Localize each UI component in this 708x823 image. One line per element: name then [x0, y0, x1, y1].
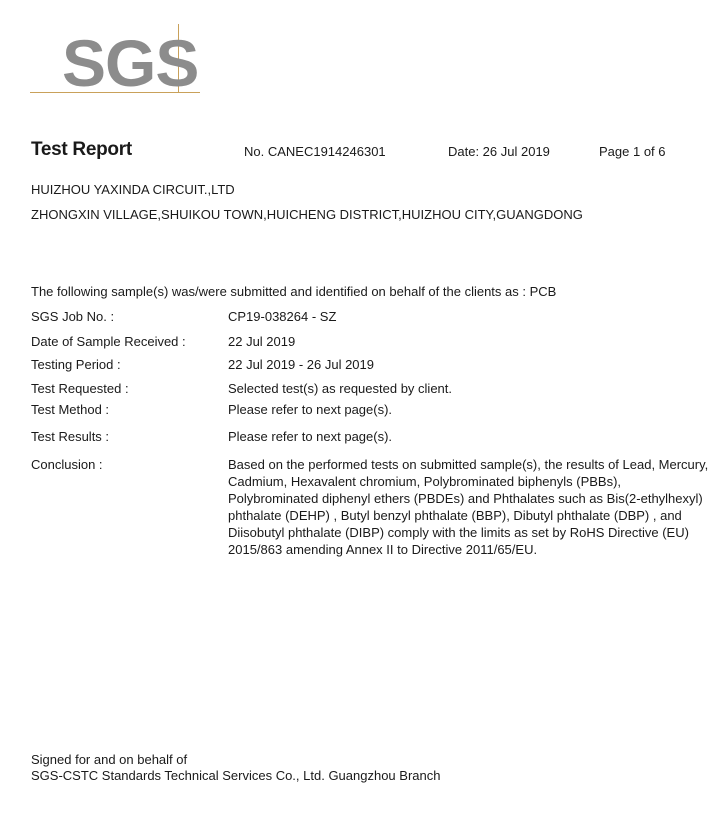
report-title: Test Report [31, 139, 132, 160]
report-number: No. CANEC1914246301 [244, 144, 386, 159]
field-label-test-results: Test Results : [31, 429, 110, 444]
page-indicator: Page 1 of 6 [599, 144, 666, 159]
report-date: Date: 26 Jul 2019 [448, 144, 550, 159]
field-label-test-method: Test Method : [31, 402, 110, 417]
client-address: ZHONGXIN VILLAGE,SHUIKOU TOWN,HUICHENG DISTRICT,HUIZHOU CITY,GUANGDONG [31, 207, 583, 222]
field-label-date-received: Date of Sample Received : [31, 334, 186, 349]
conclusion-text: Based on the performed tests on submitted sample(s), the results of Lead, Mercury, Cadmium, Hexavalent chromium, Polybrominated biphenyls (PBBs), Polybrominated diphenyl ethers (PBDEs) and Phthalates such as Bis(2-ethylhexyl) phthalate (DEHP) , Butyl benzyl phthalate (BBP), Dibutyl phthalate (DBP) , and Diisobutyl phthalate (DIBP) comply with the limits as set by RoHS Directive (EU) 2015/863 amending Annex II to Directive 2011/65/EU. [228, 457, 708, 557]
field-label-test-requested: Test Requested : [31, 381, 129, 396]
field-value-test-method: Please refer to next page(s). [228, 402, 393, 417]
field-value-test-requested: Selected test(s) as requested by client. [228, 381, 453, 396]
field-label-testing-period: Testing Period : [31, 357, 121, 372]
field-value-job-no: CP19-038264 - SZ [228, 309, 337, 324]
signature-line-1: Signed for and on behalf of [31, 752, 188, 767]
field-value-testing-period: 22 Jul 2019 - 26 Jul 2019 [228, 357, 374, 372]
field-label-job-no: SGS Job No. : [31, 309, 115, 324]
field-value-test-results: Please refer to next page(s). [228, 429, 393, 444]
client-name: HUIZHOU YAXINDA CIRCUIT.,LTD [31, 182, 235, 197]
field-value-date-received: 22 Jul 2019 [228, 334, 296, 349]
sample-intro: The following sample(s) was/were submitted and identified on behalf of the clients as : PCB [31, 284, 557, 299]
sgs-logo [30, 24, 202, 100]
field-label-conclusion: Conclusion : [31, 457, 103, 472]
logo-text: SGS [62, 26, 199, 100]
signature-line-2: SGS-CSTC Standards Technical Services Co., Ltd. Guangzhou Branch [31, 768, 441, 783]
